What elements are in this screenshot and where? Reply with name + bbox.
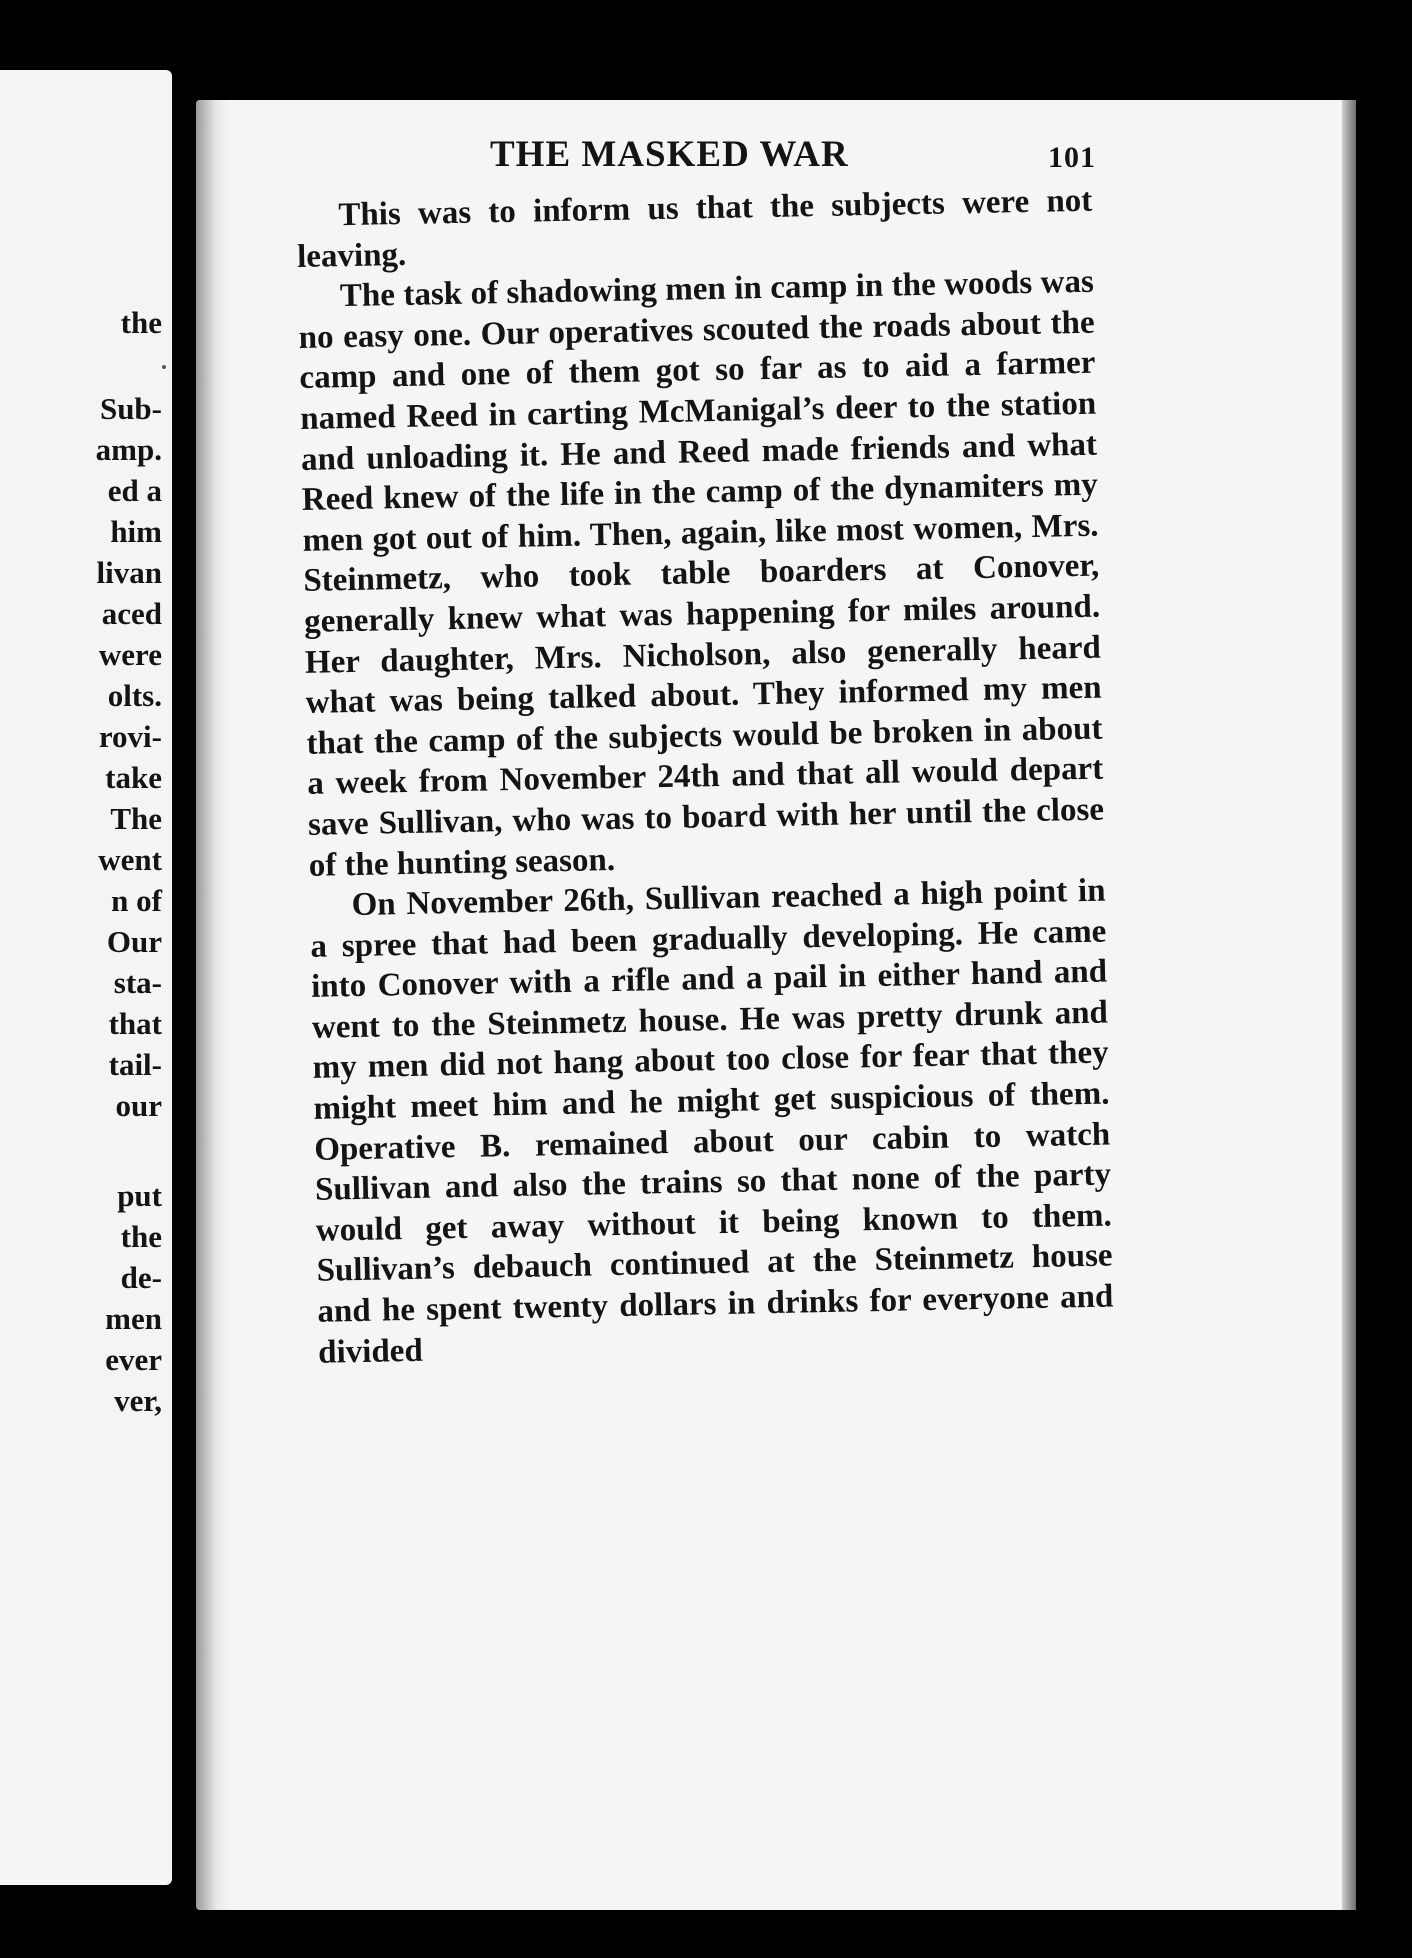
facing-page-line: sta- — [113, 965, 162, 1000]
facing-page-line: that — [108, 1006, 162, 1041]
facing-page-line: the — [120, 1219, 162, 1254]
facing-page-line: Our — [106, 924, 162, 959]
facing-page-line: him — [110, 514, 162, 549]
facing-page-line: livan — [96, 555, 162, 590]
facing-page-line: aced — [101, 596, 162, 631]
paragraph: The task of shadowing men in camp in the woods was no easy one. Our operatives scouted the roads about the camp and one of them got so far as to aid a farmer named Reed in carting McManigal’s deer to the station and unloading it. He and Reed made friends and what Reed knew of the life in the camp of the dynamiters my men got out of him. Then, again, like most women, Mrs. Steinmetz, who took table boarders at Conover, generally knew what was happening for miles around. Her daughter, Mrs. Nicholson, also generally heard what was being talked about. They informed my men that the camp of the subjects would be broken in about a week from November 24th and that all would depart save Sullivan, who was to board with her until the close of the hunting season. — [298, 263, 1105, 884]
facing-page-line: take — [105, 760, 162, 795]
facing-page-line: amp. — [95, 432, 162, 467]
facing-page-line: n of — [111, 883, 162, 918]
body-text — [296, 181, 1114, 1373]
facing-page-line: tail- — [108, 1047, 162, 1082]
running-head-title: THE MASKED WAR — [490, 134, 849, 175]
facing-page-line: our — [115, 1088, 162, 1123]
facing-page-line: de- — [120, 1260, 162, 1295]
facing-page-line: were — [98, 637, 162, 672]
facing-page-line: went — [98, 842, 162, 877]
facing-page-line: the — [120, 305, 162, 340]
paragraph: On November 26th, Sullivan reached a high point in a spree that had been gradually developing. He came into Conover with a rifle and a pail in either hand and went to the Steinmetz house. He was pretty drunk and my men did not hang about too close for fear that they might meet him and he might get suspicious of them. Operative B. remained about our cabin to watch Sullivan and also the trains so that none of the party would get away without it being known to them. Sullivan’s debauch continued at the Steinmetz house and he spent twenty dollars in drinks for everyone and divided — [310, 872, 1114, 1371]
facing-page-line: The — [110, 801, 162, 836]
gutter-shadow — [196, 100, 230, 1910]
page-number: 101 — [1048, 141, 1096, 174]
margin-speck — [162, 365, 166, 369]
facing-page-line: ed a — [107, 473, 162, 508]
facing-page-line: ver, — [114, 1383, 162, 1418]
facing-page-line: put — [117, 1178, 162, 1213]
facing-page-line: rovi- — [98, 719, 162, 754]
page-edge — [1342, 100, 1356, 1910]
paragraph: This was to inform us that the subjects were not leaving. — [296, 182, 1093, 275]
facing-page — [0, 70, 172, 1885]
facing-page-line: ever — [105, 1342, 162, 1377]
facing-page-line: olts. — [107, 678, 162, 713]
facing-page-line: Sub- — [99, 391, 162, 426]
facing-page-line: men — [105, 1301, 162, 1336]
